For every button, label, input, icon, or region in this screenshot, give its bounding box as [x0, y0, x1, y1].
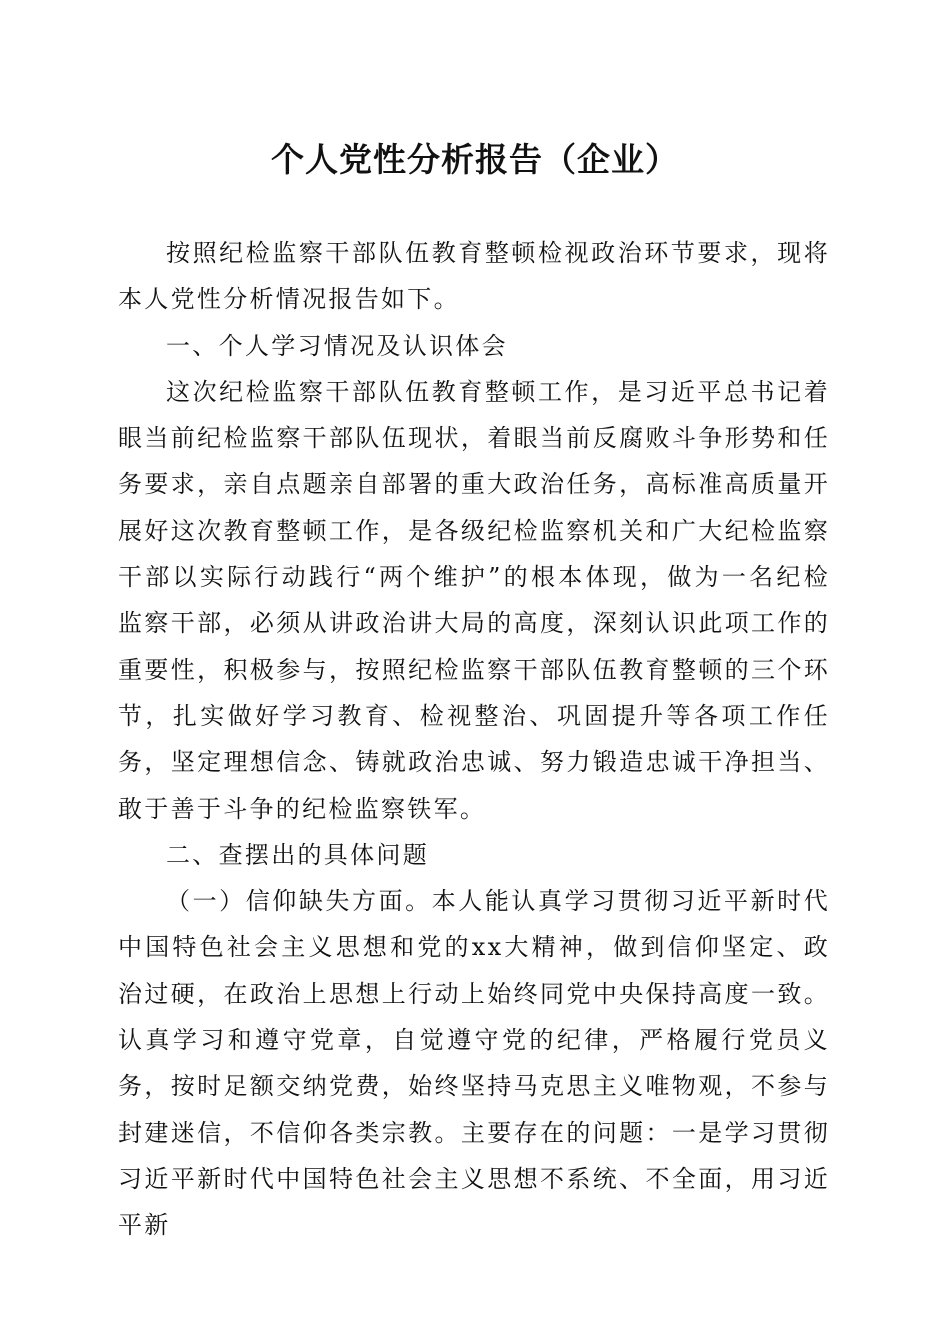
section-2-heading: 二、查摆出的具体问题	[166, 840, 429, 869]
section-1-heading: 一、个人学习情况及认识体会	[166, 331, 508, 360]
section-1-paragraph: 这次纪检监察干部队伍教育整顿工作，是习近平总书记着眼当前纪检监察干部队伍现状，着眼当前反腐败斗争形势和任务要求，亲自点题亲自部署的重大政治任务，高标准高质量开展好这次教育整顿工作，是各级纪检监察机关和广大纪检监察干部以实际行动践行“两个维护”的根本体现，做为一名纪检监察干部，必须从讲政治讲大局的高度，深刻认识此项工作的重要性，积极参与，按照纪检监察干部队伍教育整顿的三个环节，扎实做好学习教育、检视整治、巩固提升等各项工作任务，坚定理想信念、铸就政治忠诚、努力锻造忠诚干净担当、敢于善于斗争的纪检监察铁军。	[118, 377, 830, 823]
document-title: 个人党性分析报告（企业）	[271, 140, 679, 179]
section-2-text: 本人能认真学习贯彻习近平新时代中国特色社会主义思想和党的xx大精神，做到信仰坚定、政治过硬，在政治上思想上行动上始终同党中央保持高度一致。认真学习和遵守党章，自觉遵守党的纪律，严格履行党员义务，按时足额交纳党费，始终坚持马克思主义唯物观，不参与封建迷信，不信仰各类宗教。主要存在的问题：一是学习贯彻习近平新时代中国特色社会主义思想不系统、不全面，用习近平新	[118, 887, 831, 1240]
document-body	[118, 230, 830, 1249]
intro-paragraph: 按照纪检监察干部队伍教育整顿检视政治环节要求，现将本人党性分析情况报告如下。	[118, 239, 830, 314]
section-2-paragraph	[118, 878, 830, 1248]
section-2-subheading: （一）信仰缺失方面。	[166, 887, 432, 916]
